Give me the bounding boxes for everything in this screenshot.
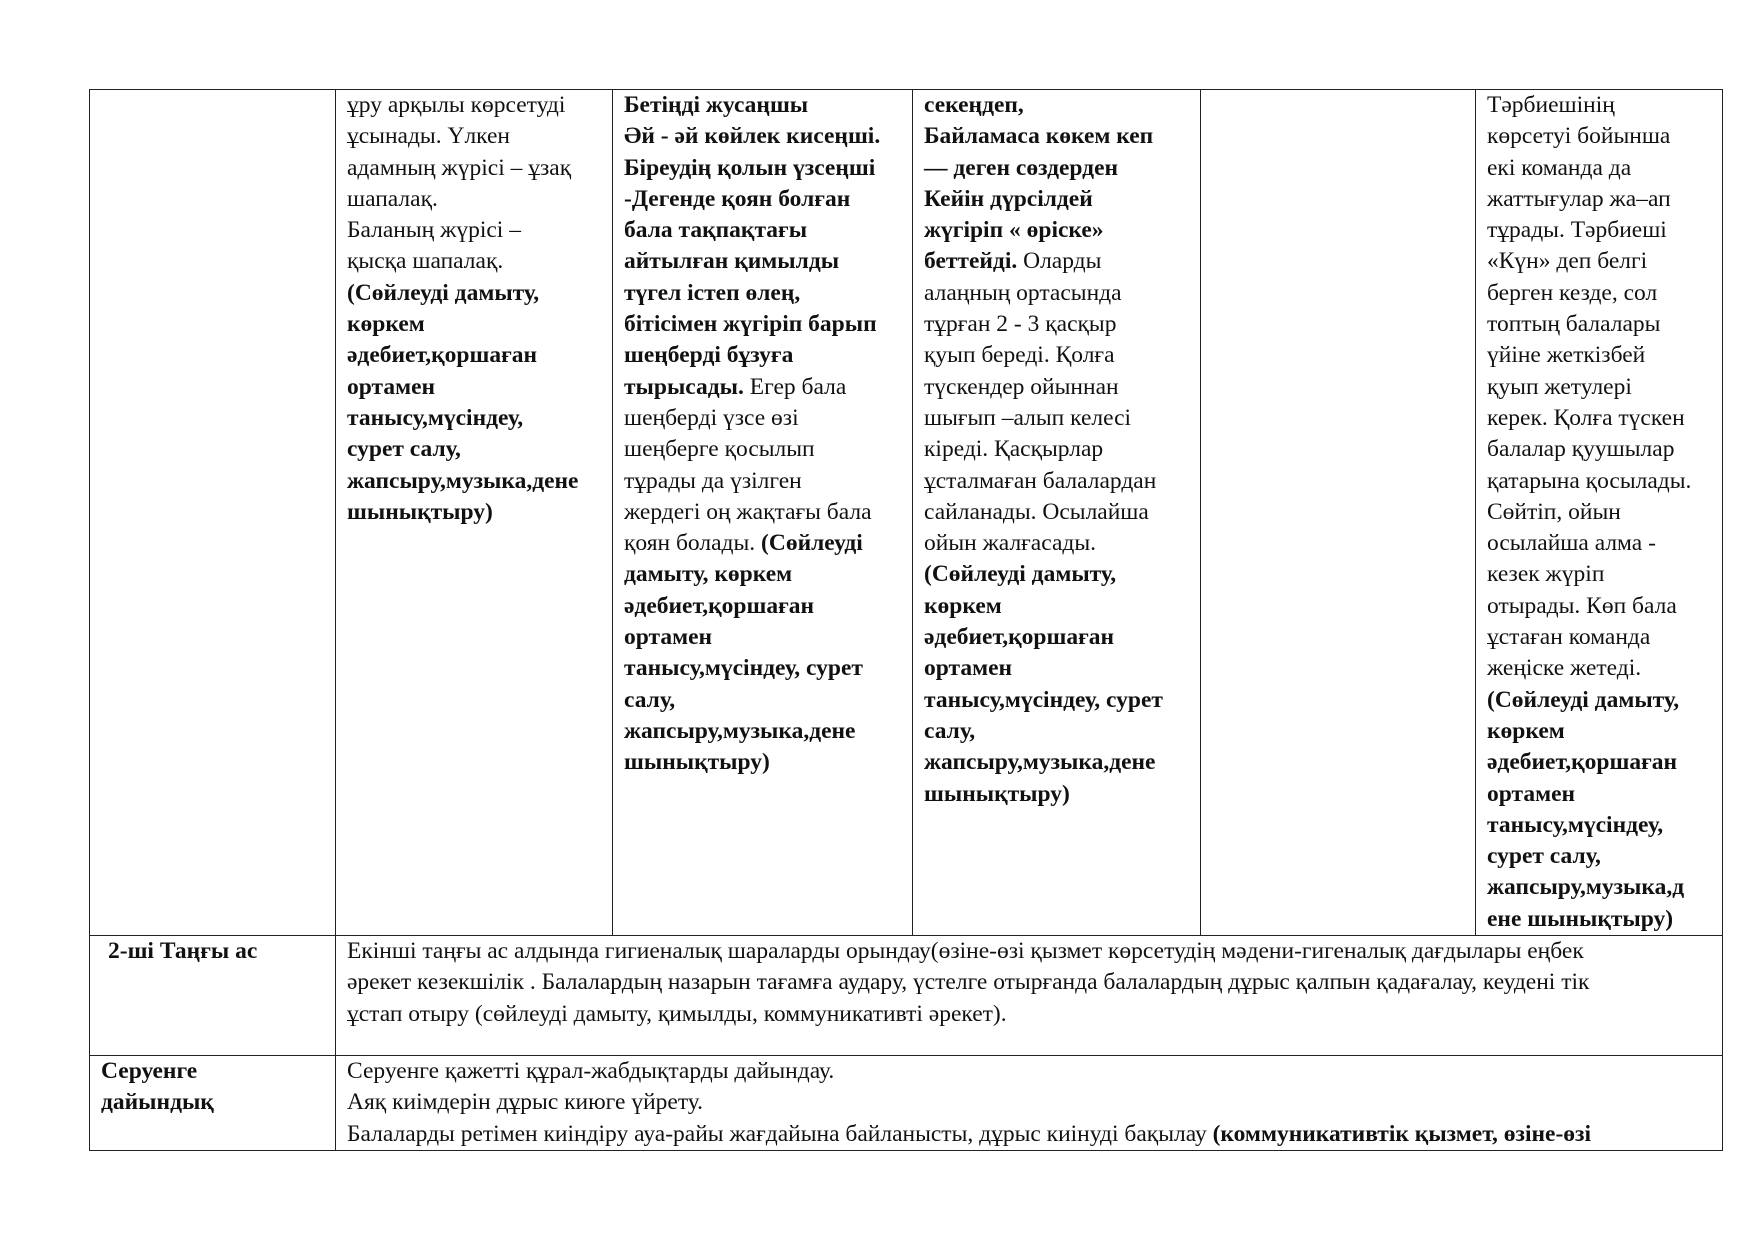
text-normal: ойын жалғасады. (924, 530, 1097, 557)
game-cell-3 (913, 90, 1201, 936)
text-line: керек. Қолға түскен (1487, 404, 1685, 431)
text-line (624, 716, 902, 747)
text-line: үйіне жеткізбей (1487, 342, 1646, 369)
text-line: көркем (347, 311, 425, 338)
text-line: берген кезде, сол (1487, 279, 1658, 306)
text-bold: тырысады. (624, 373, 744, 400)
text-line (924, 466, 1190, 497)
text-bold: танысу,мүсіндеу, сурет (924, 686, 1163, 713)
text-line: танысу,мүсіндеу, (347, 404, 524, 431)
text-line: (Сөйлеуді дамыту, (347, 279, 540, 306)
text-bold: жүгіріп « өріске» (924, 217, 1104, 244)
text-line: екі команда да (1487, 154, 1632, 181)
text-line: ұстап отыру (сөйлеуді дамыту, қимылды, коммуникативті әрекет). (347, 1000, 1007, 1027)
text-normal: тұрады да үзілген (624, 467, 802, 494)
text-line (624, 528, 902, 559)
text-normal: Егер бала (743, 373, 847, 400)
text-line: «Күн» деп белгі (1487, 248, 1648, 275)
text-line: сурет салу, (1487, 843, 1601, 870)
text-line (624, 622, 902, 653)
text-normal: жердегі оң жақтағы бала (624, 498, 872, 525)
text-normal: түскендер ойыннан (924, 373, 1119, 400)
text-line: шапалақ. (347, 185, 438, 212)
second-breakfast-description (336, 936, 1723, 1056)
text-line (624, 685, 902, 716)
text-line: тұрады. Тәрбиеші (1487, 217, 1667, 244)
text-bold: салу, (624, 686, 676, 713)
text-line (924, 309, 1190, 340)
text-line (624, 497, 902, 528)
text-line (924, 497, 1190, 528)
text-line (347, 1119, 1712, 1150)
text-line: қатарына қосылады. (1487, 467, 1692, 494)
text-line (624, 278, 902, 309)
text-line (624, 372, 902, 403)
text-line: көркем (1487, 717, 1565, 744)
text-bold: дамыту, көркем (624, 561, 793, 588)
text-line: (Сөйлеуді дамыту, (1487, 686, 1680, 713)
text-normal: қоян болады. (624, 530, 762, 557)
game-cell-4-empty (1201, 90, 1476, 936)
text-bold: ортамен (624, 624, 713, 651)
plan-table (89, 89, 1723, 1151)
text-line: әдебиет,қоршаған (1487, 749, 1678, 776)
text-line (924, 653, 1190, 684)
text-line: әдебиет,қоршаған (347, 342, 538, 369)
text-bold: шынықтыру) (924, 780, 1070, 807)
text-line (624, 403, 902, 434)
text-line (924, 121, 1190, 152)
text-bold: жапсыру,музыка,дене (924, 749, 1156, 776)
text-line: қысқа шапалақ. (347, 248, 504, 275)
text-bold: танысу,мүсіндеу, сурет (624, 655, 863, 682)
row-label-second-breakfast: 2-ші Таңғы ас (108, 938, 258, 965)
text-line: қуып жетулері (1487, 373, 1632, 400)
text-normal: шығып –алып келесі (924, 404, 1132, 431)
text-normal: ұсталмаған балалардан (924, 467, 1157, 494)
row-label-cell (90, 1056, 336, 1151)
text-line: танысу,мүсіндеу, (1487, 811, 1664, 838)
text-bold: Бетіңді жусаңшы (624, 92, 809, 118)
text-bold: беттейді. (924, 248, 1018, 275)
text-line (924, 779, 1190, 810)
text-line (924, 528, 1190, 559)
row-label-cell (90, 90, 336, 936)
text-normal: шеңберге қосылып (624, 436, 815, 463)
text-line: ортамен (1487, 780, 1576, 807)
text-line (924, 340, 1190, 371)
text-line: Сөйтіп, ойын (1487, 498, 1621, 525)
text-line (624, 121, 902, 152)
text-line (624, 653, 902, 684)
text-line (624, 153, 902, 184)
text-normal: алаңның ортасында (924, 279, 1122, 306)
text-bold: -Дегенде қоян болған (624, 185, 851, 212)
text-bold: (Сөйлеуді дамыту, (924, 561, 1117, 588)
text-bold: (коммуникативтік қызмет, өзіне-өзі (1212, 1120, 1591, 1147)
text-line (624, 591, 902, 622)
text-line (624, 466, 902, 497)
text-line: адамның жүрісі – ұзақ (347, 154, 572, 181)
text-bold: түгел істеп өлең, (624, 279, 801, 306)
text-line: отырады. Көп бала (1487, 592, 1677, 619)
text-line (924, 434, 1190, 465)
table-row-second-breakfast (90, 936, 1723, 1056)
text-line: жаттығулар жа–ап (1487, 185, 1671, 212)
text-line: Тәрбиешінің (1487, 92, 1615, 118)
text-normal: қуып береді. Қолға (924, 342, 1115, 369)
text-bold: әдебиет,қоршаған (624, 592, 815, 619)
text-bold: ортамен (924, 655, 1013, 682)
text-bold: — деген сөздерден (924, 154, 1119, 181)
text-bold: бала тақпақтағы (624, 217, 808, 244)
text-normal: кіреді. Қасқырлар (924, 436, 1104, 463)
text-bold: (Сөйлеуді (761, 530, 863, 557)
text-line: ене шынықтыру) (1487, 905, 1674, 932)
text-normal: Балаларды ретімен киіндіру ауа-райы жағдайына байланысты, дұрыс киінуді бақылау (347, 1120, 1213, 1147)
text-line (924, 685, 1190, 716)
row-label-walk-line2: дайындық (101, 1089, 214, 1116)
text-line: ұсынады. Үлкен (347, 123, 511, 150)
walk-preparation-description (336, 1056, 1723, 1151)
text-bold: Кейін дүрсілдей (924, 185, 1093, 212)
text-line (624, 434, 902, 465)
text-bold: шынықтыру) (624, 749, 770, 776)
text-line (924, 278, 1190, 309)
text-line: көрсетуі бойынша (1487, 123, 1671, 150)
row-label-walk-line1: Серуенге (101, 1058, 198, 1085)
text-line: Аяқ киімдерін дұрыс киюге үйрету. (347, 1089, 704, 1116)
text-line: Серуенге қажетті құрал-жабдықтарды дайындау. (347, 1058, 835, 1085)
table-row-walk-preparation (90, 1056, 1723, 1151)
text-line: кезек жүріп (1487, 561, 1605, 588)
text-line: ортамен (347, 373, 436, 400)
game-cell-2 (613, 90, 913, 936)
text-line (924, 372, 1190, 403)
text-line: ұстаған команда (1487, 624, 1651, 651)
text-bold: көркем (924, 592, 1002, 619)
text-line: жапсыру,музыка,д (1487, 874, 1685, 901)
text-line (924, 747, 1190, 778)
text-bold: шеңберді бұзуға (624, 342, 794, 369)
text-line (924, 716, 1190, 747)
text-line (624, 559, 902, 590)
game-cell-5 (1476, 90, 1723, 936)
text-normal: тұрған 2 - 3 қасқыр (924, 311, 1117, 338)
text-line: топтың балалары (1487, 311, 1661, 338)
text-line: осылайша алма - (1487, 530, 1656, 557)
text-line (924, 591, 1190, 622)
text-line (624, 309, 902, 340)
text-line (624, 340, 902, 371)
text-bold: бітісімен жүгіріп барып (624, 311, 877, 338)
text-bold: салу, (924, 717, 976, 744)
text-bold: жапсыру,музыка,дене (624, 717, 856, 744)
text-line: Екінші таңғы ас алдында гигиеналық шараларды орындау(өзіне-өзі қызмет көрсетудің мәдени-гигеналық дағдылары еңбек (347, 938, 1584, 965)
text-line (624, 215, 902, 246)
text-line (924, 559, 1190, 590)
text-line (624, 184, 902, 215)
text-line: жеңіске жетеді. (1487, 655, 1642, 682)
text-normal: Оларды (1017, 248, 1102, 275)
text-bold: Байламаса көкем кеп (924, 123, 1154, 150)
text-line (924, 246, 1190, 277)
text-normal: шеңберді үзсе өзі (624, 404, 799, 431)
text-line: ұру арқылы көрсетуді (347, 92, 566, 118)
text-line (924, 184, 1190, 215)
text-normal: сайланады. Осылайша (924, 498, 1149, 525)
row-label-cell (90, 936, 336, 1056)
game-cell-1 (336, 90, 613, 936)
text-line: жапсыру,музыка,дене (347, 467, 579, 494)
text-line: балалар қуушылар (1487, 436, 1675, 463)
text-bold: Әй - әй көйлек кисеңші. (624, 123, 881, 150)
text-line: әрекет кезекшілік . Балалардың назарын тағамға аудару, үстелге отырғанда балалардың дұрыс қалпын қадағалау, кеудені тік (347, 969, 1590, 996)
text-bold: секеңдеп, (924, 92, 1024, 118)
text-line (924, 622, 1190, 653)
text-line (924, 90, 1190, 121)
text-line (624, 747, 902, 778)
text-line: Баланың жүрісі – (347, 217, 521, 244)
text-bold: айтылған қимылды (624, 248, 840, 275)
text-bold: Біреудің қолын үзсеңші (624, 154, 876, 181)
text-line (624, 90, 902, 121)
text-line: сурет салу, (347, 436, 461, 463)
text-line (624, 246, 902, 277)
table-row-games (90, 90, 1723, 936)
text-line: шынықтыру) (347, 498, 493, 525)
text-line (924, 215, 1190, 246)
text-bold: әдебиет,қоршаған (924, 624, 1115, 651)
text-line (924, 153, 1190, 184)
text-line (924, 403, 1190, 434)
